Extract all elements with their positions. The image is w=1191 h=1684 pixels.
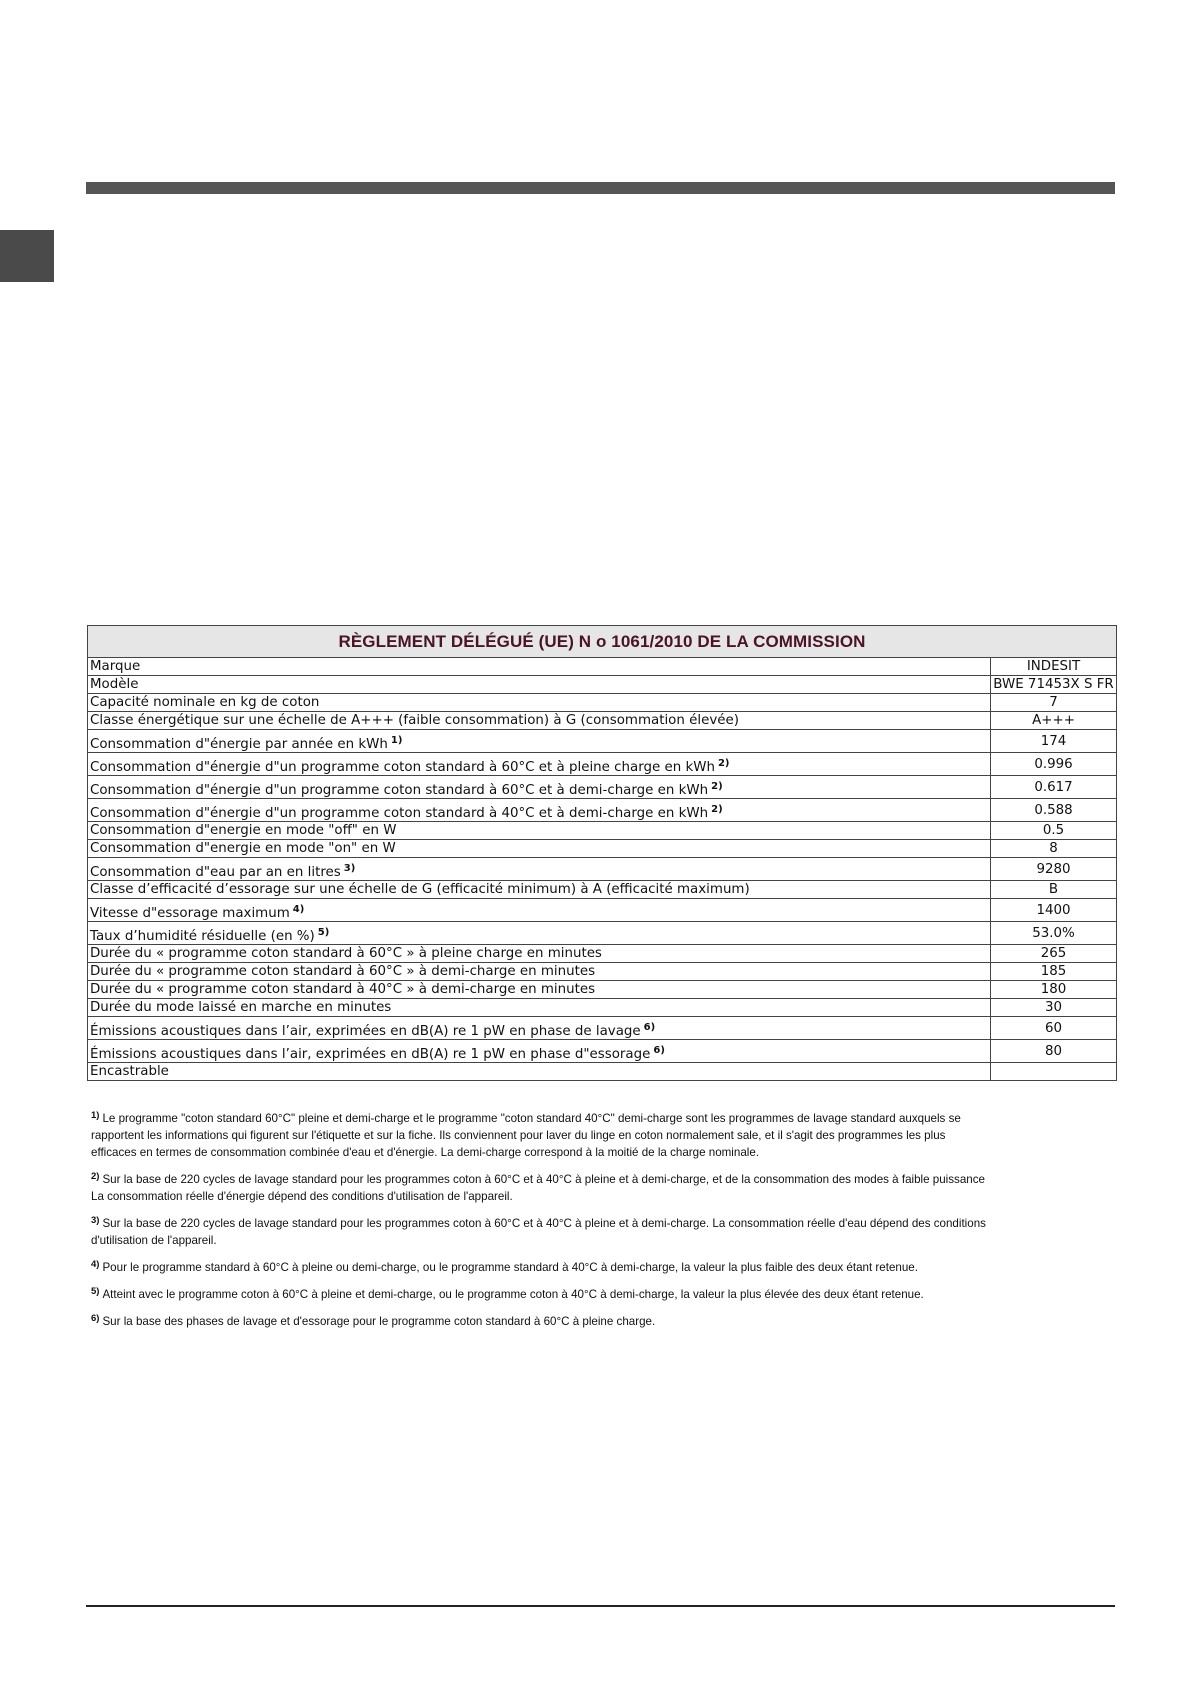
row-value: 0.617 xyxy=(991,776,1117,799)
row-label: Consommation d"energie en mode "on" en W xyxy=(90,841,396,856)
table-row xyxy=(88,776,1117,799)
table-title: RÈGLEMENT DÉLÉGUÉ (UE) N o 1061/2010 DE LA COMMISSION xyxy=(88,626,1117,658)
row-label-cell xyxy=(88,858,991,881)
row-label-cell xyxy=(88,658,991,676)
row-label-cell xyxy=(88,840,991,858)
row-label-cell xyxy=(88,799,991,822)
footnote-mark: 5) xyxy=(91,1286,100,1297)
table-row xyxy=(88,945,1117,963)
row-value: INDESIT xyxy=(991,658,1117,676)
row-value: 0.588 xyxy=(991,799,1117,822)
table-row xyxy=(88,822,1117,840)
row-label: Émissions acoustiques dans l’air, exprimées en dB(A) re 1 pW en phase d"essorage xyxy=(90,1047,651,1062)
row-label-cell xyxy=(88,730,991,753)
row-label: Classe d’efficacité d’essorage sur une échelle de G (efficacité minimum) à A (efficacité maximum) xyxy=(90,882,750,897)
row-value: 180 xyxy=(991,981,1117,999)
row-label: Modèle xyxy=(90,677,139,692)
row-label-cell xyxy=(88,981,991,999)
footnote-ref: 5) xyxy=(317,927,330,938)
row-label: Capacité nominale en kg de coton xyxy=(90,695,320,710)
footnote-ref: 1) xyxy=(390,735,403,746)
row-value: 30 xyxy=(991,999,1117,1017)
row-value: BWE 71453X S FR xyxy=(991,676,1117,694)
table-row xyxy=(88,658,1117,676)
footnote-mark: 3) xyxy=(91,1215,100,1226)
row-value: 1400 xyxy=(991,899,1117,922)
footnote-line: La consommation réelle d'énergie dépend des conditions d'utilisation de l'appareil. xyxy=(91,1190,513,1203)
table-row xyxy=(88,999,1117,1017)
row-label: Consommation d"énergie par année en kWh xyxy=(90,737,388,752)
row-value: 7 xyxy=(991,694,1117,712)
row-value: 9280 xyxy=(991,858,1117,881)
row-value: 53.0% xyxy=(991,922,1117,945)
table-row xyxy=(88,963,1117,981)
row-label: Durée du « programme coton standard à 60°C » à demi-charge en minutes xyxy=(90,964,596,979)
footnote-line: Le programme "coton standard 60°C" pleine et demi-charge et le programme "coton standard 40°C" demi-charge sont les programmes de lavage standard auxquels se xyxy=(102,1112,961,1125)
row-label-cell xyxy=(88,963,991,981)
footnote xyxy=(91,1259,1101,1276)
row-label: Classe énergétique sur une échelle de A+++ (faible consommation) à G (consommation élevée) xyxy=(90,713,739,728)
row-label-cell xyxy=(88,822,991,840)
footnote-line: rapportent les informations qui figurent sur l'étiquette et sur la fiche. Ils conviennent pour laver du linge en coton normalement sale, et il s'agit des programmes les plus xyxy=(91,1129,946,1142)
row-label: Durée du mode laissé en marche en minutes xyxy=(90,1000,392,1015)
row-label: Marque xyxy=(90,659,141,674)
table-row xyxy=(88,1040,1117,1063)
row-label-cell xyxy=(88,1017,991,1040)
footnote-mark: 6) xyxy=(91,1313,100,1324)
footnote-mark: 2) xyxy=(91,1171,100,1182)
table-row xyxy=(88,922,1117,945)
row-label-cell xyxy=(88,676,991,694)
row-label-cell xyxy=(88,753,991,776)
row-value: 265 xyxy=(991,945,1117,963)
row-label-cell xyxy=(88,712,991,730)
row-label: Taux d’humidité résiduelle (en %) xyxy=(90,929,315,944)
row-label: Consommation d"énergie d"un programme coton standard à 40°C et à demi-charge en kWh xyxy=(90,806,709,821)
row-value: 60 xyxy=(991,1017,1117,1040)
footnote-line: Pour le programme standard à 60°C à pleine ou demi-charge, ou le programme standard à 40°C à demi-charge, la valeur la plus faible des deux étant retenue. xyxy=(102,1261,918,1274)
footnote xyxy=(91,1286,1101,1303)
row-value: B xyxy=(991,881,1117,899)
table-row xyxy=(88,981,1117,999)
table-row xyxy=(88,694,1117,712)
row-value: 8 xyxy=(991,840,1117,858)
footnote xyxy=(91,1110,1101,1161)
footnote-mark: 1) xyxy=(91,1110,100,1121)
footnote-ref: 2) xyxy=(717,758,730,769)
footnote-line: Sur la base de 220 cycles de lavage standard pour les programmes coton à 60°C et à 40°C à pleine et à demi-charge. La consommation réelle d'eau dépend des conditions xyxy=(102,1217,986,1230)
row-value: 0.5 xyxy=(991,822,1117,840)
row-label-cell xyxy=(88,922,991,945)
language-side-tab xyxy=(0,230,54,282)
footnote-ref: 2) xyxy=(711,804,723,815)
row-label: Émissions acoustiques dans l’air, exprimées en dB(A) re 1 pW en phase de lavage xyxy=(90,1024,641,1039)
row-value xyxy=(991,1063,1117,1081)
row-label-cell xyxy=(88,899,991,922)
table-row xyxy=(88,1017,1117,1040)
row-label: Consommation d"eau par an en litres xyxy=(90,865,341,880)
row-value: 185 xyxy=(991,963,1117,981)
row-label: Encastrable xyxy=(90,1064,169,1079)
footnote-line: efficaces en termes de consommation combinée d'eau et d'énergie. La demi-charge correspond à la moitié de la charge nominale. xyxy=(91,1146,760,1159)
row-label: Consommation d"energie en mode "off" en W xyxy=(90,823,397,838)
footnote-ref: 6) xyxy=(653,1045,665,1056)
row-label-cell xyxy=(88,881,991,899)
table-row xyxy=(88,753,1117,776)
footnote-line: Sur la base des phases de lavage et d'essorage pour le programme coton standard à 60°C à pleine charge. xyxy=(102,1315,656,1328)
footnote-line: Atteint avec le programme coton à 60°C à pleine et demi-charge, ou le programme coton à 40°C à demi-charge, la valeur la plus élevée des deux étant retenue. xyxy=(102,1288,924,1301)
footer-rule xyxy=(86,1605,1115,1607)
product-fiche-table xyxy=(87,625,1117,1081)
row-label: Consommation d"énergie d"un programme coton standard à 60°C et à pleine charge en kWh xyxy=(90,760,715,775)
table-row xyxy=(88,676,1117,694)
row-value: 174 xyxy=(991,730,1117,753)
table-row xyxy=(88,730,1117,753)
row-label-cell xyxy=(88,999,991,1017)
row-label-cell xyxy=(88,945,991,963)
table-row xyxy=(88,899,1117,922)
row-label: Consommation d"énergie d"un programme coton standard à 60°C et à demi-charge en kWh xyxy=(90,783,709,798)
row-label: Vitesse d"essorage maximum xyxy=(90,906,290,921)
table-row xyxy=(88,858,1117,881)
row-value: 0.996 xyxy=(991,753,1117,776)
footnote-mark: 4) xyxy=(91,1259,100,1270)
table-row xyxy=(88,712,1117,730)
table-body xyxy=(88,658,1117,1081)
table-row xyxy=(88,799,1117,822)
row-value: A+++ xyxy=(991,712,1117,730)
table-row xyxy=(88,881,1117,899)
table-row xyxy=(88,1063,1117,1081)
row-label: Durée du « programme coton standard à 40°C » à demi-charge en minutes xyxy=(90,982,596,997)
row-label-cell xyxy=(88,694,991,712)
row-label-cell xyxy=(88,1063,991,1081)
footnote-line: Sur la base de 220 cycles de lavage standard pour les programmes coton à 60°C et à 40°C à pleine et à demi-charge, et de la consommation des modes à faible puissance xyxy=(102,1173,985,1186)
footnote xyxy=(91,1171,1101,1205)
footnote-line: d'utilisation de l'appareil. xyxy=(91,1234,217,1247)
row-value: 80 xyxy=(991,1040,1117,1063)
table-row xyxy=(88,840,1117,858)
footnotes xyxy=(91,1110,1101,1340)
footnote-ref: 2) xyxy=(711,781,723,792)
footnote xyxy=(91,1215,1101,1249)
footnote xyxy=(91,1313,1101,1330)
row-label: Durée du « programme coton standard à 60°C » à pleine charge en minutes xyxy=(90,946,602,961)
footnote-ref: 3) xyxy=(343,863,356,874)
header-rule xyxy=(86,182,1115,194)
footnote-ref: 4) xyxy=(292,904,305,915)
row-label-cell xyxy=(88,776,991,799)
footnote-ref: 6) xyxy=(643,1022,656,1033)
row-label-cell xyxy=(88,1040,991,1063)
